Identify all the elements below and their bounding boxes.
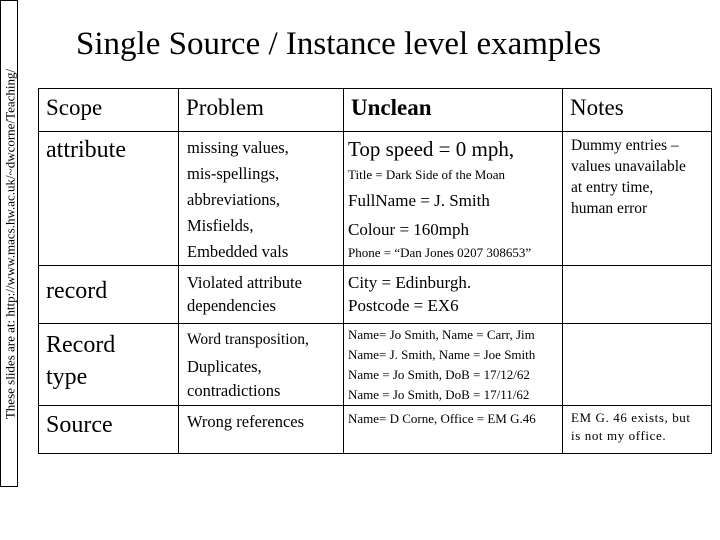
table-row [39, 266, 712, 324]
problem-line: Misfields, [187, 216, 254, 235]
table-row [39, 406, 712, 454]
problem-line: Word transposition, [187, 331, 309, 348]
scope-cell [39, 406, 179, 454]
problem-line: mis-spellings, [187, 164, 280, 183]
table-row [39, 324, 712, 406]
notes-cell [563, 266, 712, 324]
header-unclean [344, 89, 563, 132]
unclean-cell [344, 132, 563, 266]
scope-text: type [46, 364, 88, 390]
notes-line: is not my office. [571, 428, 667, 443]
slide-title: Single Source / Instance level examples [76, 26, 602, 62]
unclean-line: FullName = J. Smith [348, 191, 490, 210]
table-row [39, 132, 712, 266]
unclean-line: Title = Dark Side of the Moan [348, 167, 506, 182]
unclean-cell [344, 266, 563, 324]
header-notes [563, 89, 712, 132]
unclean-cell [344, 324, 563, 406]
notes-line: Dummy entries – [571, 137, 679, 154]
scope-text: Source [46, 412, 113, 438]
problem-cell [179, 406, 344, 454]
header-label: Unclean [351, 95, 432, 120]
unclean-line: Phone = “Dan Jones 0207 308653” [348, 245, 532, 260]
unclean-line: Colour = 160mph [348, 220, 470, 239]
problem-cell [179, 324, 344, 406]
scope-text: attribute [46, 137, 126, 163]
table-header-row [39, 89, 712, 132]
problem-line: Duplicates, [187, 357, 262, 376]
problem-line: dependencies [187, 296, 276, 315]
header-label: Notes [570, 95, 624, 120]
header-problem [179, 89, 344, 132]
unclean-line: Name= D Corne, Office = EM G.46 [348, 411, 536, 426]
problem-line: contradictions [187, 381, 281, 400]
problem-line: missing values, [187, 138, 289, 157]
unclean-line: City = Edinburgh. [348, 273, 472, 292]
header-scope [39, 89, 179, 132]
header-label: Problem [186, 95, 264, 120]
problem-line: Wrong references [187, 412, 305, 431]
unclean-line: Name= Jo Smith, Name = Carr, Jim [348, 327, 535, 342]
unclean-line: Top speed = 0 mph, [348, 137, 515, 161]
problem-line: Embedded vals [187, 242, 289, 261]
examples-table [38, 88, 712, 454]
problem-cell [179, 132, 344, 266]
side-note: These slides are at: http://www.macs.hw.ac.uk/~dwcorne/Teaching/ [2, 68, 18, 420]
notes-line: values unavailable [571, 158, 686, 175]
scope-cell [39, 132, 179, 266]
problem-cell [179, 266, 344, 324]
notes-line: at entry time, [571, 179, 654, 196]
unclean-cell [344, 406, 563, 454]
unclean-line: Name = Jo Smith, DoB = 17/12/62 [348, 367, 530, 382]
notes-line: human error [571, 200, 648, 217]
header-label: Scope [46, 95, 103, 120]
scope-text: record [46, 278, 108, 304]
scope-cell [39, 266, 179, 324]
notes-cell [563, 132, 712, 266]
unclean-line: Name= J. Smith, Name = Joe Smith [348, 347, 536, 362]
unclean-line: Name = Jo Smith, DoB = 17/11/62 [348, 387, 530, 402]
problem-line: abbreviations, [187, 190, 281, 209]
scope-cell [39, 324, 179, 406]
unclean-line: Postcode = EX6 [348, 296, 459, 315]
side-note-frame [0, 0, 18, 487]
notes-cell [563, 324, 712, 406]
problem-line: Violated attribute [187, 273, 302, 292]
notes-cell [563, 406, 712, 454]
notes-line: EM G. 46 exists, but [571, 410, 691, 425]
scope-text: Record [46, 332, 116, 358]
